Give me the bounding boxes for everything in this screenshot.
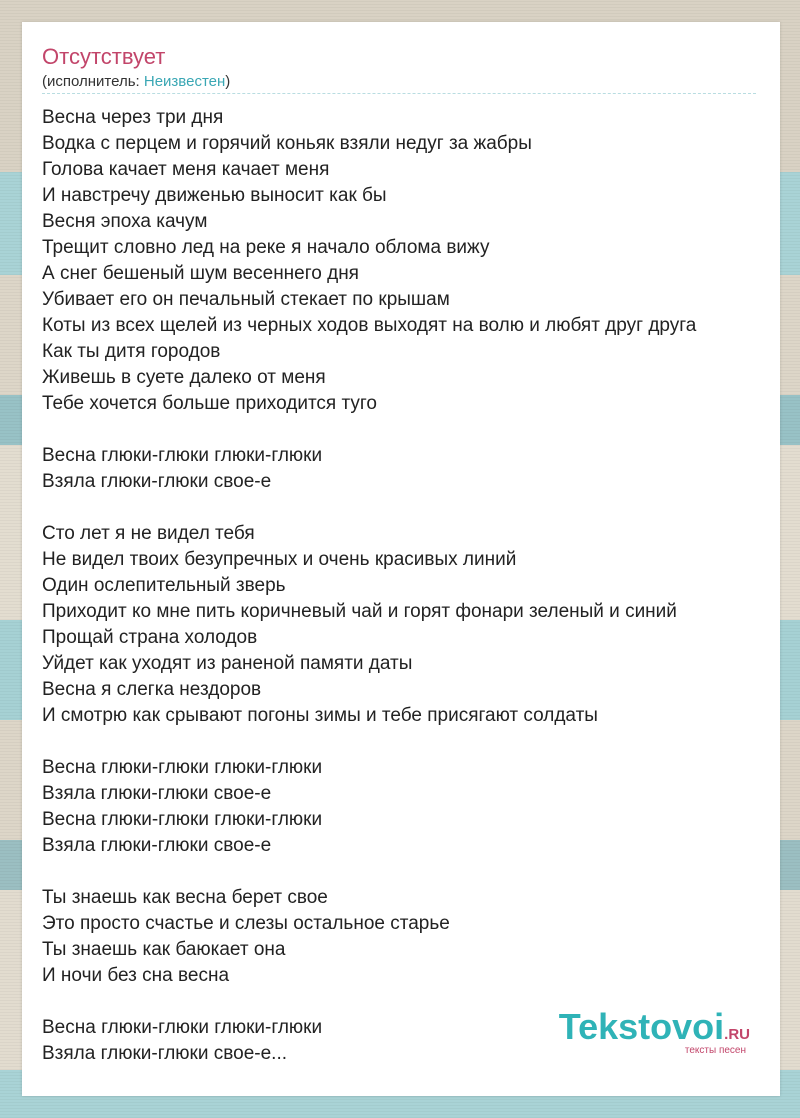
lyric-line: Взяла глюки-глюки свое-е (42, 471, 272, 492)
stanza-gap (42, 859, 767, 885)
lyric-line: Голова качает меня качает меня (42, 159, 330, 180)
logo-domain: .RU (724, 1026, 750, 1043)
lyric-line: Весня эпоха качум (42, 211, 208, 232)
lyric-line: Тебе хочется больше приходится туго (42, 393, 377, 414)
lyric-line: Убивает его он печальный стекает по крышам (42, 289, 450, 310)
lyric-line: Уйдет как уходят из раненой памяти даты (42, 653, 413, 674)
lyric-line: Весна глюки-глюки глюки-глюки (42, 445, 323, 466)
divider (42, 93, 756, 94)
lyric-line: Водка с перцем и горячий коньяк взяли недуг за жабры (42, 133, 532, 154)
stanza-gap (42, 729, 767, 755)
lyric-line: Ты знаешь как баюкает она (42, 939, 286, 960)
lyric-line: Весна глюки-глюки глюки-глюки (42, 757, 323, 778)
stanza-gap (42, 495, 767, 521)
stanza-gap (42, 417, 767, 443)
lyric-line: Сто лет я не видел тебя (42, 523, 255, 544)
artist-link[interactable]: Неизвестен (143, 73, 226, 90)
lyric-line: Взяла глюки-глюки свое-е (42, 835, 272, 856)
lyric-line: Коты из всех щелей из черных ходов выходят на волю и любят друг друга (42, 315, 697, 336)
lyric-line: Весна через три дня (42, 107, 224, 128)
lyric-line: И навстречу движенью выносит как бы (42, 185, 387, 206)
lyric-line: Как ты дитя городов (42, 341, 221, 362)
logo-name: Tekstovoi (558, 1006, 725, 1047)
lyric-line: Взяла глюки-глюки свое-е... (42, 1043, 288, 1064)
lyrics-sheet (22, 22, 780, 1096)
lyric-line: Весна глюки-глюки глюки-глюки (42, 1017, 323, 1038)
song-title: Отсутствует (42, 44, 166, 69)
lyric-line: Один ослепительный зверь (42, 575, 286, 596)
lyric-line: Это просто счастье и слезы остальное старье (42, 913, 450, 934)
lyric-line: А снег бешеный шум весеннего дня (42, 263, 359, 284)
site-logo[interactable] (558, 1006, 750, 1056)
logo-tagline: тексты песен (684, 1045, 746, 1056)
lyric-line: Не видел твоих безупречных и очень красивых линий (42, 549, 517, 570)
performer-label: (исполнитель: (42, 73, 144, 90)
lyric-line: Прощай страна холодов (42, 627, 258, 648)
performer-close: ) (225, 73, 231, 90)
lyrics-body (42, 105, 767, 1067)
lyric-line: Ты знаешь как весна берет свое (42, 887, 328, 908)
lyric-line: Приходит ко мне пить коричневый чай и горят фонари зеленый и синий (42, 601, 677, 622)
lyric-line: Живешь в суете далеко от меня (42, 367, 326, 388)
performer-line (42, 73, 230, 91)
lyric-line: Весна глюки-глюки глюки-глюки (42, 809, 323, 830)
lyric-line: И смотрю как срывают погоны зимы и тебе присягают солдаты (42, 705, 598, 726)
lyric-line: Взяла глюки-глюки свое-е (42, 783, 272, 804)
lyric-line: И ночи без сна весна (42, 965, 230, 986)
lyric-line: Трещит словно лед на реке я начало облома вижу (42, 237, 490, 258)
lyric-line: Весна я слегка нездоров (42, 679, 262, 700)
